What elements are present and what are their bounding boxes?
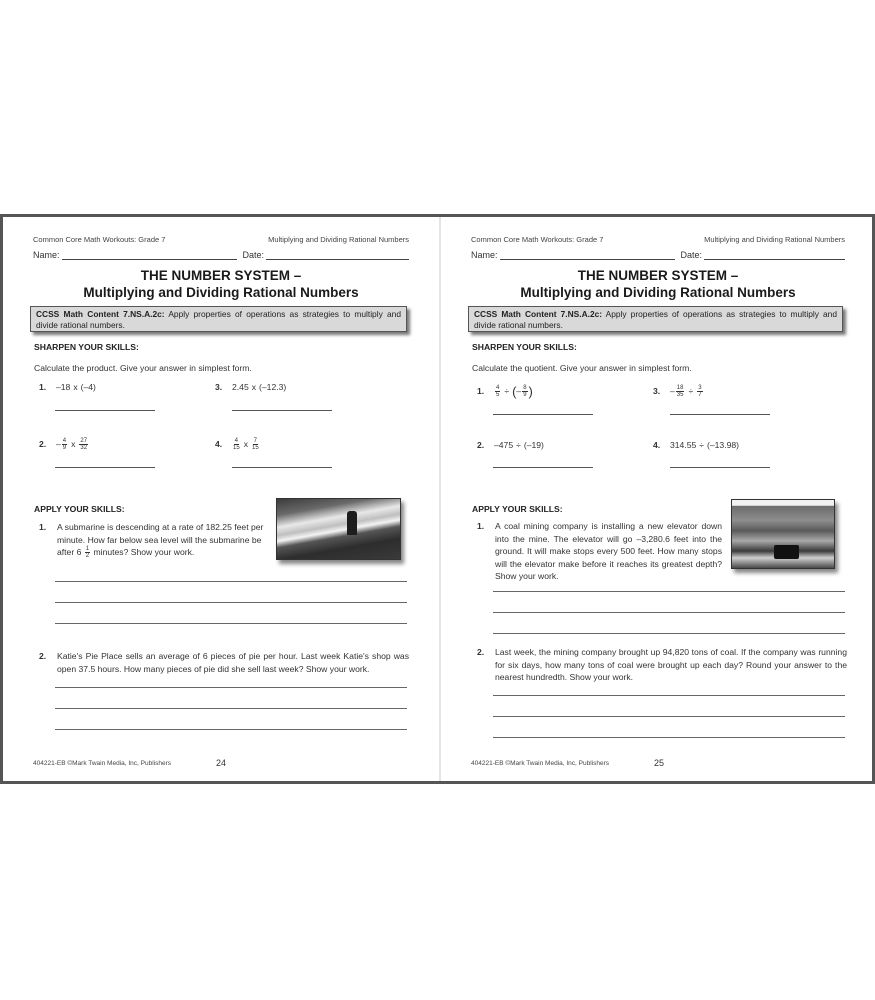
page-24: [3, 217, 439, 781]
date-field[interactable]: [266, 252, 409, 260]
apply-heading: APPLY YOUR SKILLS:: [34, 504, 125, 514]
title-line-2: Multiplying and Dividing Rational Numbers: [520, 285, 796, 300]
chapter-title: Multiplying and Dividing Rational Numbers: [268, 235, 409, 244]
fraction: $\frac{4}{5}$: [496, 384, 500, 398]
work-line[interactable]: [493, 695, 845, 696]
submarine-photo: [276, 498, 401, 560]
page-number: 25: [654, 758, 665, 768]
page-25: [441, 217, 875, 781]
date-label: Date:: [680, 250, 703, 260]
name-date-row: [471, 250, 845, 260]
word-problem-1: 1. A coal mining company is installing a new elevator down into the mine. The elevator will go –3,280.6 feet into the ground. It will make stops every 500 feet. How many stops will the elevator make before it reaches its greatest depth? Show your work.: [477, 521, 722, 582]
name-label: Name:: [471, 250, 498, 260]
work-line[interactable]: [493, 633, 845, 634]
problem-3: 3. 2.45 x (–12.3): [215, 382, 287, 392]
answer-line-4[interactable]: [232, 467, 332, 468]
problem-2: 2. –475 ÷ (–19): [477, 440, 544, 450]
answer-line-2[interactable]: [55, 467, 155, 468]
work-line[interactable]: [493, 737, 845, 738]
problem-4: 4. $\frac{4}{15}$ x $\frac{7}{15}$: [215, 437, 259, 451]
fraction: $\frac{18}{35}$: [676, 384, 684, 398]
running-head: [33, 235, 409, 244]
standard-box: [30, 306, 407, 332]
answer-line-4[interactable]: [670, 467, 770, 468]
word-problem-2: 2. Last week, the mining company brought up 94,820 tons of coal. If the company was running for six days, how many tons of coal were brought up each day? Round your answer to the nearest hundredth. Show your work.: [477, 647, 847, 683]
fraction: $\frac{27}{32}$: [80, 437, 88, 451]
page-number: 24: [216, 758, 227, 768]
standard-code: CCSS Math Content 7.NS.A.2c:: [36, 309, 165, 319]
work-line[interactable]: [493, 716, 845, 717]
page-title: [3, 267, 439, 301]
coal-mine-photo: [731, 499, 835, 569]
answer-line-3[interactable]: [670, 414, 770, 415]
standard-box: [468, 306, 843, 332]
work-line[interactable]: [493, 591, 845, 592]
name-date-row: [33, 250, 409, 260]
workbook-spread: [0, 214, 875, 784]
answer-line-3[interactable]: [232, 410, 332, 411]
title-line-1: THE NUMBER SYSTEM –: [140, 268, 302, 283]
word-problem-1: 1. A submarine is descending at a rate of 182.25 feet per minute. How far below sea level will the submarine be after 6 $\frac{1}{2}$ minutes? Show your work.: [39, 522, 264, 560]
answer-line-1[interactable]: [55, 410, 155, 411]
name-field[interactable]: [500, 252, 675, 260]
fraction: $\frac{3}{7}$: [698, 384, 702, 398]
standard-text: Apply properties of operations as strategies to multiply and divide rational numbers.: [474, 309, 837, 330]
work-line[interactable]: [55, 708, 407, 709]
title-line-2: Multiplying and Dividing Rational Numbers: [83, 285, 359, 300]
problem-1: 1. –18 x (–4): [39, 382, 96, 392]
title-line-1: THE NUMBER SYSTEM –: [577, 268, 739, 283]
sharpen-heading: SHARPEN YOUR SKILLS:: [472, 342, 577, 352]
footer-publisher: 404221-EB ©Mark Twain Media, Inc, Publishers: [33, 760, 171, 767]
problem-1: 1. $\frac{4}{5}$ ÷ ( – $\frac{8}{9}$ ): [477, 383, 533, 399]
word-problem-2: 2. Katie's Pie Place sells an average of 6 pieces of pie per hour. Last week Katie's shop was open 37.5 hours. How many pieces of pie did she sell last week? Show your work.: [39, 651, 409, 674]
apply-heading: APPLY YOUR SKILLS:: [472, 504, 563, 514]
work-line[interactable]: [55, 687, 407, 688]
problem-4: 4. 314.55 ÷ (–13.98): [653, 440, 740, 450]
book-title: Common Core Math Workouts: Grade 7: [471, 235, 604, 244]
name-field[interactable]: [62, 252, 237, 260]
work-line[interactable]: [493, 612, 845, 613]
fraction: $\frac{4}{15}$: [233, 437, 240, 451]
running-head: [471, 235, 845, 244]
work-line[interactable]: [55, 581, 407, 582]
fraction: $\frac{8}{9}$: [523, 384, 527, 398]
submarine-tower: [347, 511, 357, 535]
fraction: $\frac{7}{15}$: [251, 437, 259, 451]
problem-2: 2. – $\frac{4}{9}$ x $\frac{27}{32}$: [39, 437, 88, 451]
instruction: Calculate the product. Give your answer in simplest form.: [34, 363, 252, 373]
book-title: Common Core Math Workouts: Grade 7: [33, 235, 166, 244]
date-label: Date:: [242, 250, 265, 260]
work-line[interactable]: [55, 602, 407, 603]
answer-line-1[interactable]: [493, 414, 593, 415]
answer-line-2[interactable]: [493, 467, 593, 468]
work-line[interactable]: [55, 623, 407, 624]
instruction: Calculate the quotient. Give your answer in simplest form.: [472, 363, 692, 373]
problem-3: 3. – $\frac{18}{35}$ ÷ $\frac{3}{7}$: [653, 384, 702, 398]
chapter-title: Multiplying and Dividing Rational Numbers: [704, 235, 845, 244]
name-label: Name:: [33, 250, 60, 260]
date-field[interactable]: [704, 252, 845, 260]
sharpen-heading: SHARPEN YOUR SKILLS:: [34, 342, 139, 352]
fraction: $\frac{4}{9}$: [62, 437, 67, 451]
mining-truck: [774, 545, 799, 559]
page-title: [441, 267, 875, 301]
work-line[interactable]: [55, 729, 407, 730]
standard-code: CCSS Math Content 7.NS.A.2c:: [474, 309, 603, 319]
footer-publisher: 404221-EB ©Mark Twain Media, Inc, Publishers: [471, 760, 609, 767]
standard-text: Apply properties of operations as strategies to multiply and divide rational numbers.: [36, 309, 401, 330]
